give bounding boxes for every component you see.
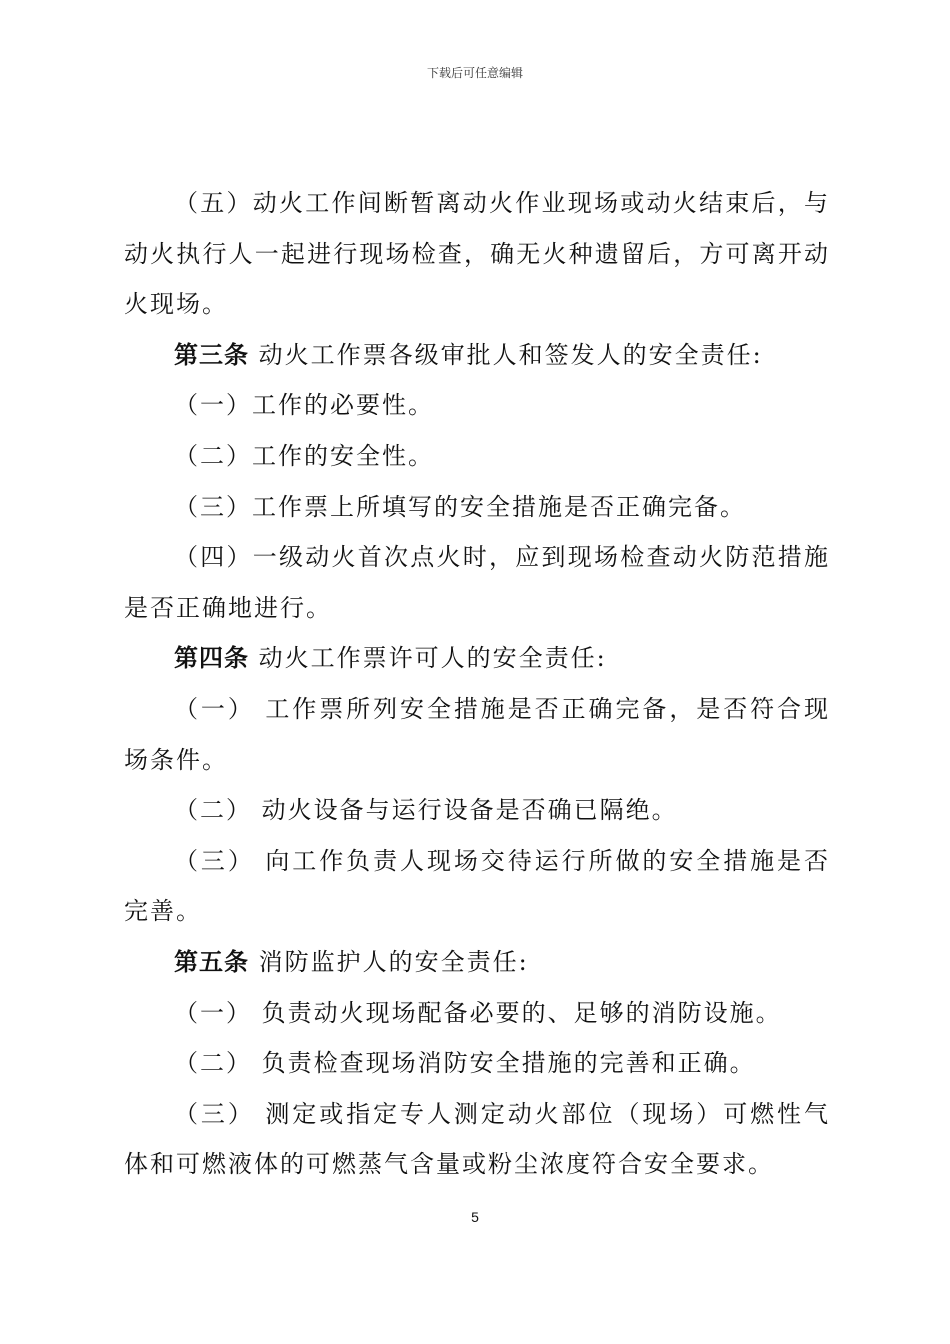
paragraph-text: （三） 测定或指定专人测定动火部位（现场）可燃性气体和可燃液体的可燃蒸气含量或粉尘浓度符合安全要求。: [124, 1099, 830, 1179]
article-heading: 第三条: [174, 340, 249, 369]
paragraph: [124, 785, 830, 836]
paragraph: [124, 988, 830, 1039]
paragraph: [124, 178, 830, 330]
paragraph-text: （三） 向工作负责人现场交待运行所做的安全措施是否完善。: [124, 846, 830, 926]
article-heading: 第四条: [174, 644, 249, 673]
paragraph-text: （一） 工作票所列安全措施是否正确完备，是否符合现场条件。: [124, 694, 830, 774]
paragraph: [124, 836, 830, 937]
paragraph: [124, 482, 830, 533]
article-paragraph: [124, 937, 830, 988]
paragraph-text: （二）工作的安全性。: [174, 441, 434, 470]
paragraph-text: （二） 负责检查现场消防安全措施的完善和正确。: [174, 1049, 756, 1078]
paragraph: [124, 1089, 830, 1190]
page-number: 5: [471, 1209, 479, 1225]
page-header: 下载后可任意编辑: [426, 66, 523, 80]
paragraph-text: （四）一级动火首次点火时，应到现场检查动火防范措施是否正确地进行。: [124, 543, 830, 622]
paragraph-text: （一） 负责动火现场配备必要的、足够的消防设施。: [174, 998, 782, 1027]
paragraph-text: 动火工作票许可人的安全责任:: [249, 644, 607, 673]
paragraph-text: （三）工作票上所填写的安全措施是否正确完备。: [174, 492, 746, 521]
paragraph-text: （五）动火工作间断暂离动火作业现场或动火结束后，与动火执行人一起进行现场检查，确无火种遗留后，方可离开动火现场。: [124, 189, 830, 319]
paragraph: [124, 1038, 830, 1089]
paragraph: [124, 684, 830, 785]
article-heading: 第五条: [174, 947, 249, 976]
article-paragraph: [124, 633, 830, 684]
paragraph-text: 动火工作票各级审批人和签发人的安全责任:: [249, 340, 763, 369]
article-paragraph: [124, 330, 830, 381]
paragraph-text: （一）工作的必要性。: [174, 391, 434, 420]
paragraph: [124, 380, 830, 431]
document-body: [124, 178, 830, 1190]
paragraph: [124, 431, 830, 482]
paragraph-text: （二） 动火设备与运行设备是否确已隔绝。: [174, 796, 678, 825]
paragraph-text: 消防监护人的安全责任:: [249, 947, 529, 976]
paragraph: [124, 532, 830, 633]
